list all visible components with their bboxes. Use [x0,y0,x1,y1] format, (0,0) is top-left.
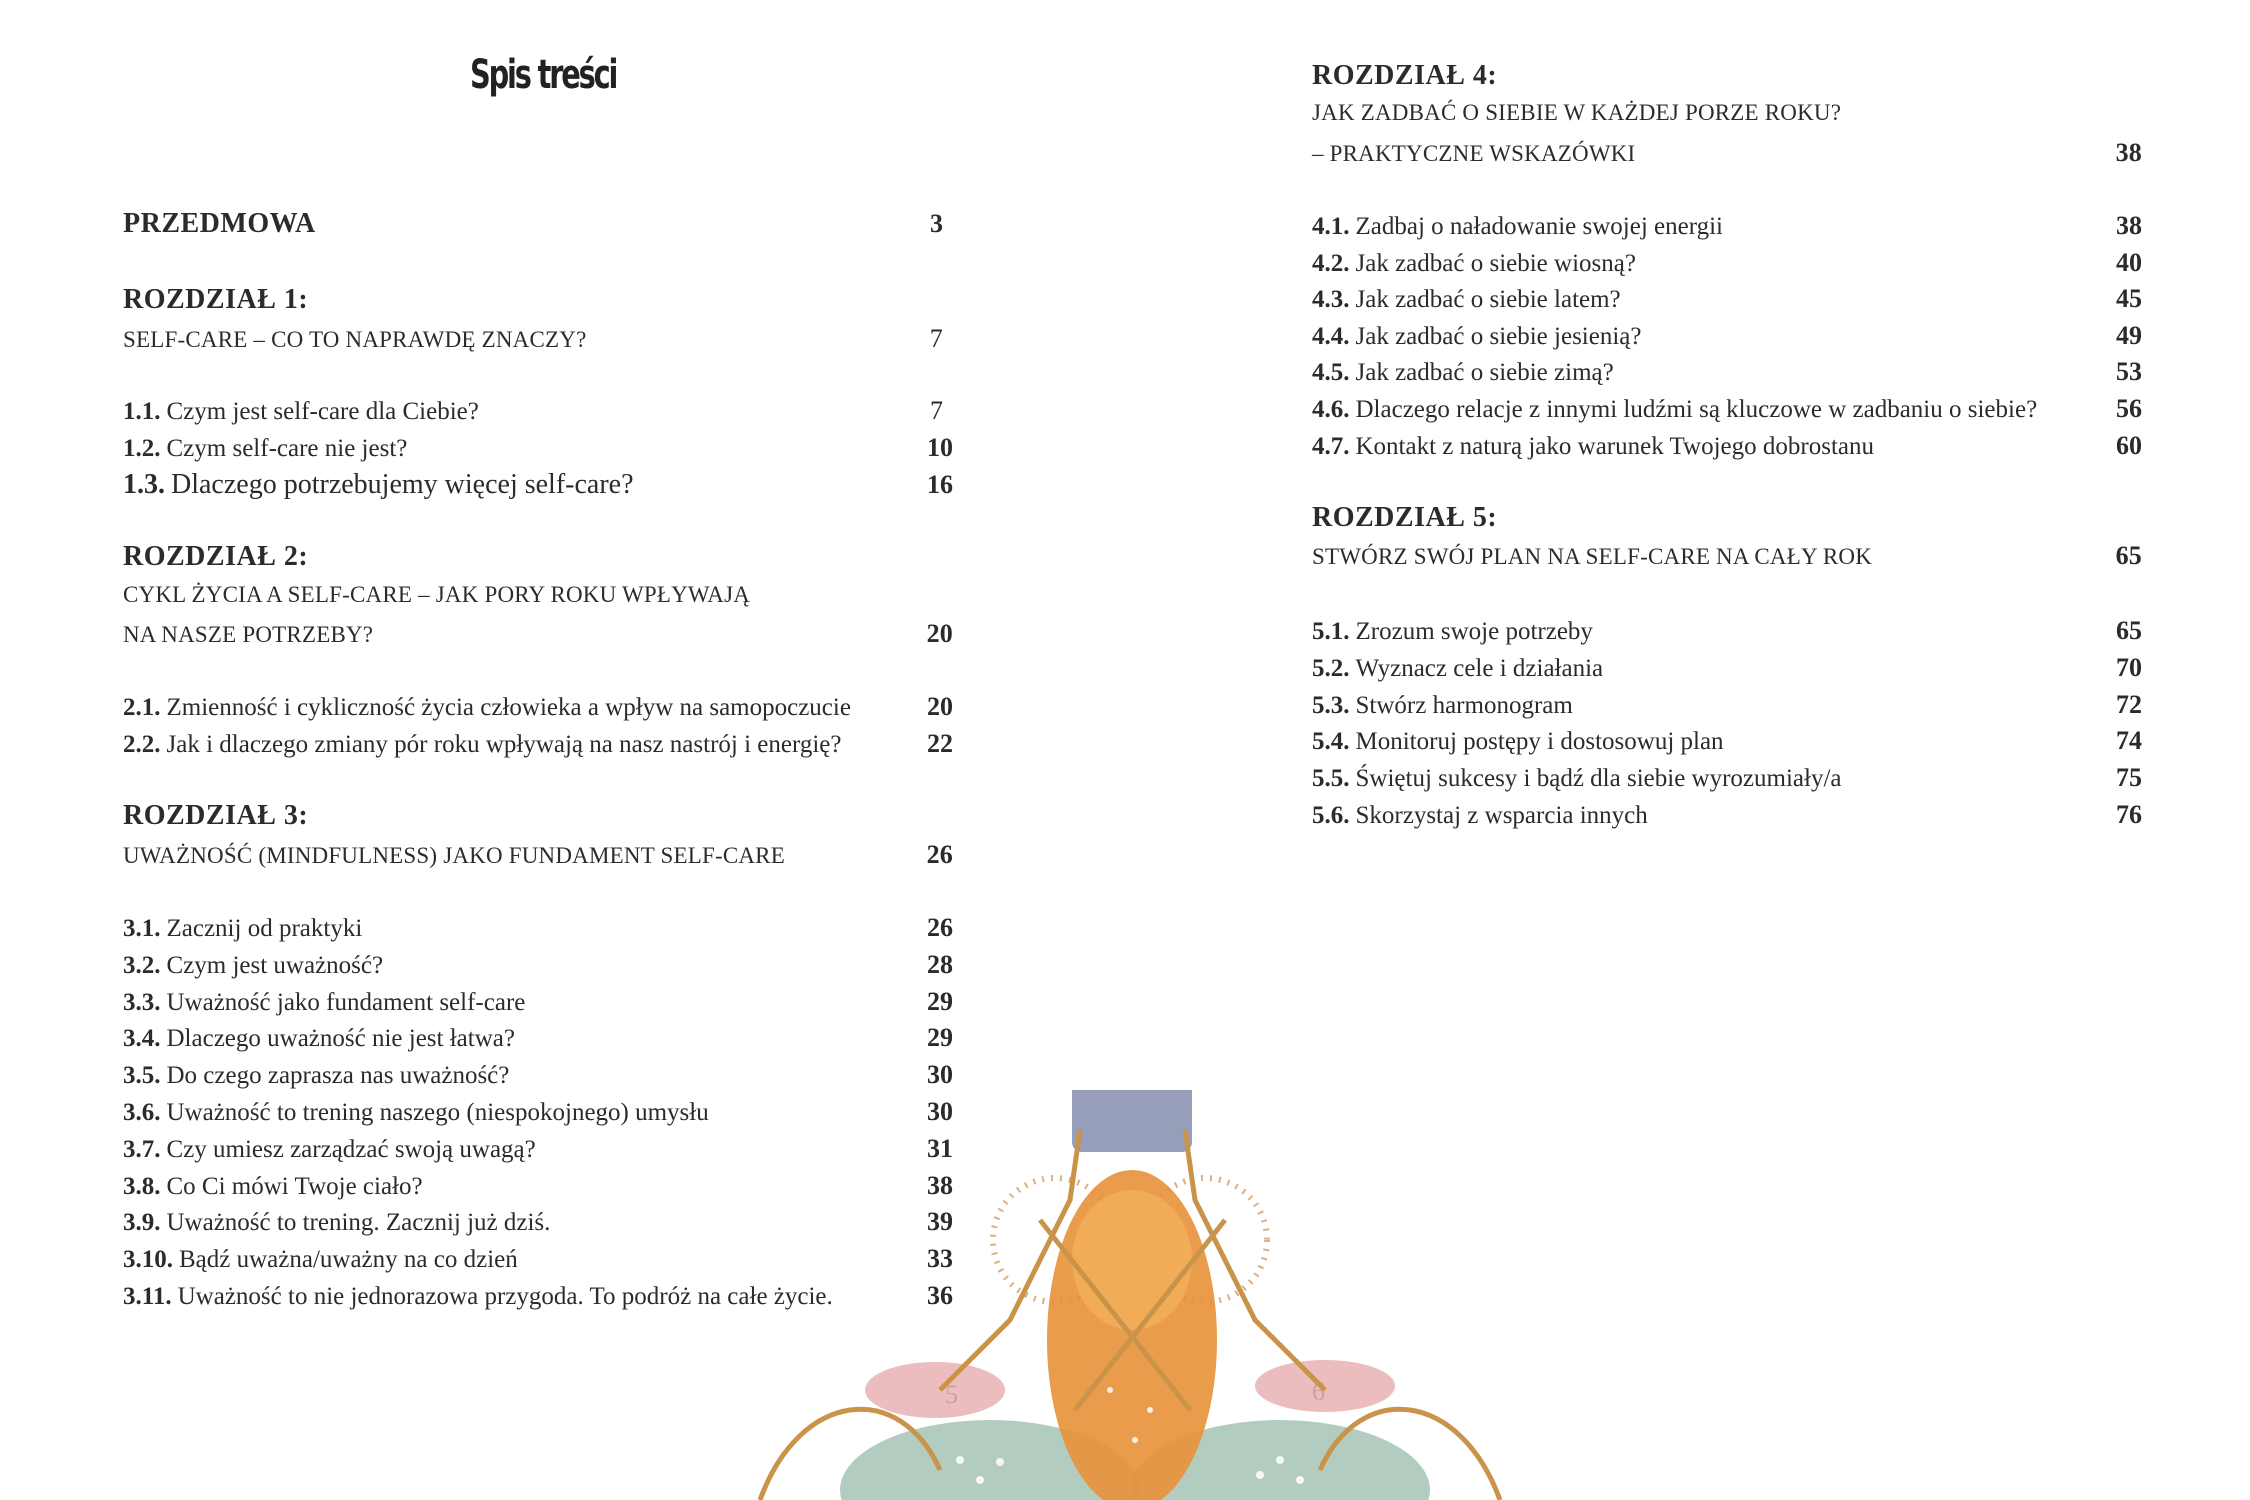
section-number: 4.1. [1312,213,1350,240]
section-title: Co Ci mówi Twoje ciało? [166,1172,423,1200]
toc-row[interactable] [123,469,953,501]
toc-page: 16 [927,470,953,499]
toc-page: 36 [927,1281,953,1310]
chapter-2-title-line-1[interactable] [123,582,953,608]
section-title: Czy umiesz zarządzać swoją uwagą? [166,1135,536,1163]
toc-row[interactable] [123,433,953,463]
toc-row[interactable] [1312,690,2142,720]
section-number: 4.6. [1312,396,1350,423]
section-number: 3.11. [123,1283,172,1310]
toc-row[interactable] [123,1060,953,1090]
pink-watercolor-blob-right [1255,1360,1395,1412]
toc-page: 28 [927,949,953,979]
toc-page: 60 [2116,430,2142,460]
toc-page: 45 [2116,284,2142,314]
section-number: 4.5. [1312,359,1350,387]
toc-page: 29 [927,986,953,1016]
section-number: 3.4. [123,1025,161,1053]
toc-row[interactable] [1312,284,2142,314]
section-title: Jak i dlaczego zmiany pór roku wpływają na nasz nastrój i energię? [166,731,842,758]
section-title: Jak zadbać o siebie jesienią? [1355,322,1642,350]
pink-watercolor-blob-left [865,1362,1005,1418]
chapter-4-heading: ROZDZIAŁ 4: [1312,60,1498,91]
section-number: 3.2. [123,951,161,979]
toc-page: 22 [927,729,953,758]
section-number: 2.2. [123,731,161,758]
section-title: Monitoruj postępy i dostosowuj plan [1355,728,1724,756]
section-number: 3.1. [123,915,161,942]
toc-page: 33 [927,1244,953,1274]
toc-row[interactable] [1312,357,2142,387]
toc-page: 65 [2115,541,2142,570]
section-number: 4.2. [1312,249,1350,277]
toc-row[interactable] [1312,211,2142,241]
section-number: 5.3. [1312,691,1350,719]
section-number: 2.1. [123,694,161,721]
section-title: Do czego zaprasza nas uważność? [166,1062,510,1090]
toc-label: PRZEDMOWA [123,208,316,239]
section-title: Jak zadbać o siebie wiosną? [1355,249,1636,277]
section-title: Jak zadbać o siebie latem? [1355,286,1621,314]
toc-page: 49 [2116,320,2142,350]
section-title: Uważność to trening naszego (niespokojnego) umysłu [166,1099,709,1126]
chapter-5-heading: ROZDZIAŁ 5: [1312,502,1498,533]
toc-page: 20 [927,692,953,721]
toc-page: 70 [2116,652,2142,682]
chapter-5-title-row[interactable] [1312,541,2142,571]
toc-row[interactable] [123,396,953,426]
section-number: 3.8. [123,1172,161,1200]
section-title: Zacznij od praktyki [166,915,363,942]
section-number: 3.6. [123,1099,161,1126]
section-title: Zmienność i cykliczność życia człowieka a wpływ na samopoczucie [166,694,851,721]
section-title: Bądź uważna/uważny na co dzień [179,1246,518,1274]
toc-page: 75 [2116,763,2142,793]
section-title: Dlaczego potrzebujemy więcej self-care? [171,469,634,500]
toc-row[interactable] [123,913,953,943]
section-number: 4.4. [1312,322,1350,350]
toc-row[interactable] [1312,248,2142,278]
page-title: Spis treści [470,52,617,98]
toc-row[interactable] [123,987,953,1017]
toc-row[interactable] [123,729,953,759]
toc-row[interactable] [1312,726,2142,756]
toc-page: 20 [926,619,953,648]
section-title: Stwórz harmonogram [1355,691,1573,719]
toc-page: 76 [2116,800,2142,829]
chapter-4-title-row[interactable] [1312,138,2142,168]
section-title: Jak zadbać o siebie zimą? [1355,359,1614,387]
section-title: Uważność jako fundament self-care [166,988,526,1016]
toc-page: 31 [927,1133,953,1163]
toc-row[interactable] [123,1023,953,1053]
toc-page: 74 [2116,726,2142,756]
chapter-1-title-row[interactable] [123,324,953,354]
section-number: 1.1. [123,398,161,425]
section-title: Wyznacz cele i działania [1355,654,1604,682]
section-title: Uważność to nie jednorazowa przygoda. To podróż na całe życie. [177,1283,833,1310]
toc-row[interactable] [1312,431,2142,461]
toc-page: 30 [927,1060,953,1090]
chapter-2-title: CYKL ŻYCIA A SELF-CARE – JAK PORY ROKU WPŁYWAJĄ [123,582,751,607]
section-title: Czym jest uważność? [166,951,384,979]
section-number: 5.5. [1312,765,1350,793]
toc-page: 10 [927,433,953,462]
toc-page: 7 [929,324,943,353]
toc-row[interactable] [123,950,953,980]
toc-page: 30 [927,1097,953,1126]
toc-page: 39 [927,1207,953,1237]
toc-row[interactable] [1312,800,2142,830]
chapter-4-title: JAK ZADBAĆ O SIEBIE W KAŻDEJ PORZE ROKU? [1312,100,1842,125]
chapter-2-title-row[interactable] [123,619,953,649]
toc-page: 38 [2115,138,2142,167]
section-number: 5.6. [1312,802,1350,829]
toc-page: 29 [927,1023,953,1053]
toc-page: 56 [2116,394,2142,423]
section-title: Kontakt z naturą jako warunek Twojego dobrostanu [1355,432,1874,460]
toc-page: 26 [927,913,953,942]
toc-row[interactable] [123,692,953,722]
section-title: Zrozum swoje potrzeby [1355,618,1593,645]
section-number: 4.7. [1312,432,1350,460]
section-number: 3.3. [123,988,161,1016]
chapter-3-title: UWAŻNOŚĆ (MINDFULNESS) JAKO FUNDAMENT SELF-CARE [123,843,785,868]
chapter-1-heading: ROZDZIAŁ 1: [123,284,309,315]
section-number: 3.10. [123,1246,173,1274]
toc-page: 38 [2116,211,2142,240]
section-number: 3.7. [123,1135,161,1163]
chapter-3-title-row[interactable] [123,840,953,870]
section-title: Świętuj sukcesy i bądź dla siebie wyrozumiały/a [1355,765,1842,793]
blue-watercolor-block [1072,1090,1192,1152]
section-title: Skorzystaj z wsparcia innych [1355,802,1648,829]
toc-page: 7 [930,396,943,425]
toc-row[interactable] [1312,394,2142,424]
toc-page: 40 [2116,247,2142,277]
toc-row[interactable] [1312,321,2142,351]
chapter-3-heading: ROZDZIAŁ 3: [123,800,309,831]
section-number: 5.4. [1312,728,1350,756]
section-number: 3.5. [123,1062,161,1090]
section-title: Uważność to trening. Zacznij już dziś. [166,1209,551,1237]
toc-row[interactable] [1312,763,2142,793]
chapter-2-heading: ROZDZIAŁ 2: [123,541,309,572]
section-title: Dlaczego uważność nie jest łatwa? [166,1025,515,1053]
toc-page: 72 [2116,689,2142,719]
toc-row[interactable] [1312,653,2142,683]
toc-page: 65 [2116,616,2142,645]
section-number: 1.3. [123,469,165,500]
toc-row[interactable] [1312,616,2142,646]
section-number: 1.2. [123,435,161,462]
toc-page: 53 [2116,357,2142,387]
chapter-2-title-cont: NA NASZE POTRZEBY? [123,622,374,647]
toc-row-przedmowa[interactable] [123,208,953,240]
section-title: Zadbaj o naładowanie swojej energii [1355,213,1723,240]
chapter-4-title-cont: – PRAKTYCZNE WSKAZÓWKI [1312,141,1636,166]
chapter-4-title-line-1[interactable] [1312,100,2142,126]
toc-page: 3 [930,209,943,238]
decorative-watercolor-illustration [740,1090,1520,1500]
section-title: Dlaczego relacje z innymi ludźmi są kluczowe w zadbaniu o siebie? [1355,396,2038,423]
section-number: 3.9. [123,1209,161,1237]
toc-page: 38 [927,1170,953,1200]
section-number: 5.2. [1312,654,1350,682]
section-title: Czym self-care nie jest? [166,435,408,462]
section-title: Czym jest self-care dla Ciebie? [166,398,479,425]
section-number: 4.3. [1312,286,1350,314]
orange-highlight [1072,1190,1192,1330]
chapter-5-title: STWÓRZ SWÓJ PLAN NA SELF-CARE NA CAŁY ROK [1312,544,1873,569]
section-number: 5.1. [1312,618,1350,645]
chapter-1-title: SELF-CARE – CO TO NAPRAWDĘ ZNACZY? [123,327,587,352]
toc-page: 26 [926,840,953,869]
